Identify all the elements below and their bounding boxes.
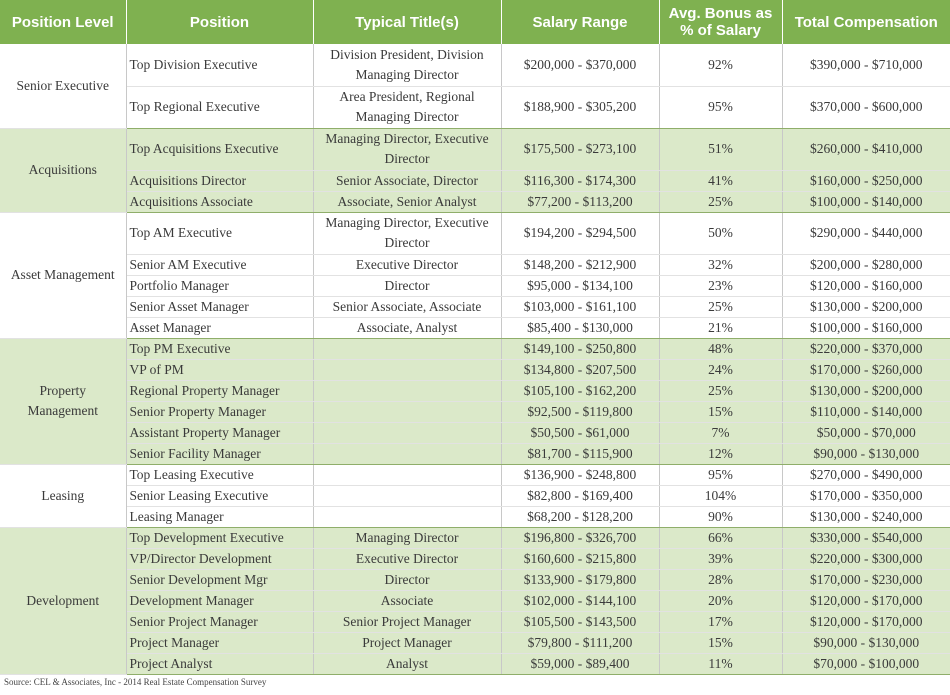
avg-bonus-cell: 20% — [659, 590, 782, 611]
salary-range-cell: $136,900 - $248,800 — [501, 464, 659, 485]
salary-range-cell: $92,500 - $119,800 — [501, 401, 659, 422]
avg-bonus-cell: 32% — [659, 254, 782, 275]
position-level-property-management: Property Management — [0, 338, 126, 464]
typical-titles-cell — [313, 506, 501, 527]
total-compensation-cell: $220,000 - $300,000 — [782, 548, 950, 569]
table-row — [0, 464, 950, 485]
avg-bonus-cell: 95% — [659, 86, 782, 128]
table-row — [0, 128, 950, 170]
avg-bonus-cell: 7% — [659, 422, 782, 443]
table-row — [0, 191, 950, 212]
avg-bonus-cell: 39% — [659, 548, 782, 569]
position-level-acquisitions: Acquisitions — [0, 128, 126, 212]
typical-titles-cell — [313, 359, 501, 380]
typical-titles-cell: Area President, Regional Managing Director — [313, 86, 501, 128]
total-compensation-cell: $120,000 - $170,000 — [782, 590, 950, 611]
typical-titles-cell: Director — [313, 569, 501, 590]
header-avg-bonus: Avg. Bonus as % of Salary — [659, 0, 782, 44]
salary-range-cell: $116,300 - $174,300 — [501, 170, 659, 191]
total-compensation-cell: $120,000 - $160,000 — [782, 275, 950, 296]
salary-range-cell: $133,900 - $179,800 — [501, 569, 659, 590]
position-cell: Top PM Executive — [126, 338, 313, 359]
table-row — [0, 338, 950, 359]
total-compensation-cell: $50,000 - $70,000 — [782, 422, 950, 443]
table-row — [0, 86, 950, 128]
table-row — [0, 380, 950, 401]
avg-bonus-cell: 25% — [659, 296, 782, 317]
table-row — [0, 44, 950, 86]
table-row — [0, 548, 950, 569]
avg-bonus-cell: 15% — [659, 401, 782, 422]
avg-bonus-cell: 25% — [659, 191, 782, 212]
total-compensation-cell: $100,000 - $140,000 — [782, 191, 950, 212]
position-cell: Asset Manager — [126, 317, 313, 338]
typical-titles-cell: Senior Associate, Director — [313, 170, 501, 191]
salary-range-cell: $77,200 - $113,200 — [501, 191, 659, 212]
total-compensation-cell: $170,000 - $350,000 — [782, 485, 950, 506]
typical-titles-cell — [313, 464, 501, 485]
header-typical-titles: Typical Title(s) — [313, 0, 501, 44]
total-compensation-cell: $170,000 - $260,000 — [782, 359, 950, 380]
salary-range-cell: $68,200 - $128,200 — [501, 506, 659, 527]
total-compensation-cell: $130,000 - $200,000 — [782, 296, 950, 317]
position-cell: Development Manager — [126, 590, 313, 611]
salary-range-cell: $194,200 - $294,500 — [501, 212, 659, 254]
position-cell: VP of PM — [126, 359, 313, 380]
table-row — [0, 632, 950, 653]
position-cell: Portfolio Manager — [126, 275, 313, 296]
total-compensation-cell: $110,000 - $140,000 — [782, 401, 950, 422]
typical-titles-cell: Managing Director, Executive Director — [313, 128, 501, 170]
table-row — [0, 611, 950, 632]
avg-bonus-cell: 51% — [659, 128, 782, 170]
avg-bonus-cell: 28% — [659, 569, 782, 590]
avg-bonus-cell: 41% — [659, 170, 782, 191]
position-cell: Senior Facility Manager — [126, 443, 313, 464]
avg-bonus-cell: 66% — [659, 527, 782, 548]
typical-titles-cell: Executive Director — [313, 548, 501, 569]
total-compensation-cell: $130,000 - $240,000 — [782, 506, 950, 527]
avg-bonus-cell: 12% — [659, 443, 782, 464]
position-level-asset-management: Asset Management — [0, 212, 126, 338]
typical-titles-cell: Senior Associate, Associate — [313, 296, 501, 317]
salary-range-cell: $95,000 - $134,100 — [501, 275, 659, 296]
typical-titles-cell: Associate, Senior Analyst — [313, 191, 501, 212]
typical-titles-cell: Managing Director, Executive Director — [313, 212, 501, 254]
typical-titles-cell: Managing Director — [313, 527, 501, 548]
position-cell: Top Development Executive — [126, 527, 313, 548]
total-compensation-cell: $170,000 - $230,000 — [782, 569, 950, 590]
typical-titles-cell: Analyst — [313, 653, 501, 674]
table-header — [0, 0, 950, 44]
position-cell: Senior Property Manager — [126, 401, 313, 422]
salary-range-cell: $79,800 - $111,200 — [501, 632, 659, 653]
position-cell: Senior Development Mgr — [126, 569, 313, 590]
salary-range-cell: $134,800 - $207,500 — [501, 359, 659, 380]
position-cell: Top Acquisitions Executive — [126, 128, 313, 170]
position-level-senior-executive: Senior Executive — [0, 44, 126, 128]
table-row — [0, 443, 950, 464]
typical-titles-cell: Director — [313, 275, 501, 296]
position-cell: Senior Project Manager — [126, 611, 313, 632]
typical-titles-cell — [313, 338, 501, 359]
salary-range-cell: $188,900 - $305,200 — [501, 86, 659, 128]
table-row — [0, 527, 950, 548]
typical-titles-cell: Associate, Analyst — [313, 317, 501, 338]
typical-titles-cell: Senior Project Manager — [313, 611, 501, 632]
typical-titles-cell — [313, 422, 501, 443]
avg-bonus-cell: 48% — [659, 338, 782, 359]
total-compensation-cell: $290,000 - $440,000 — [782, 212, 950, 254]
position-level-leasing: Leasing — [0, 464, 126, 527]
position-cell: Regional Property Manager — [126, 380, 313, 401]
position-cell: Acquisitions Director — [126, 170, 313, 191]
avg-bonus-cell: 11% — [659, 653, 782, 674]
table-row — [0, 401, 950, 422]
header-position-level: Position Level — [0, 0, 126, 44]
salary-range-cell: $149,100 - $250,800 — [501, 338, 659, 359]
position-cell: Senior AM Executive — [126, 254, 313, 275]
position-cell: Assistant Property Manager — [126, 422, 313, 443]
salary-range-cell: $82,800 - $169,400 — [501, 485, 659, 506]
table-row — [0, 359, 950, 380]
header-salary-range: Salary Range — [501, 0, 659, 44]
total-compensation-cell: $120,000 - $170,000 — [782, 611, 950, 632]
table-row — [0, 275, 950, 296]
avg-bonus-cell: 17% — [659, 611, 782, 632]
total-compensation-cell: $390,000 - $710,000 — [782, 44, 950, 86]
position-cell: Top Division Executive — [126, 44, 313, 86]
avg-bonus-cell: 15% — [659, 632, 782, 653]
position-cell: Senior Leasing Executive — [126, 485, 313, 506]
typical-titles-cell: Executive Director — [313, 254, 501, 275]
position-cell: Top Regional Executive — [126, 86, 313, 128]
avg-bonus-cell: 104% — [659, 485, 782, 506]
table-row — [0, 317, 950, 338]
position-cell: Leasing Manager — [126, 506, 313, 527]
position-cell: Top AM Executive — [126, 212, 313, 254]
salary-range-cell: $81,700 - $115,900 — [501, 443, 659, 464]
avg-bonus-cell: 95% — [659, 464, 782, 485]
total-compensation-cell: $90,000 - $130,000 — [782, 632, 950, 653]
total-compensation-cell: $90,000 - $130,000 — [782, 443, 950, 464]
salary-range-cell: $105,100 - $162,200 — [501, 380, 659, 401]
typical-titles-cell — [313, 380, 501, 401]
table-row — [0, 506, 950, 527]
table-row — [0, 590, 950, 611]
typical-titles-cell: Associate — [313, 590, 501, 611]
header-total-compensation: Total Compensation — [782, 0, 950, 44]
salary-range-cell: $105,500 - $143,500 — [501, 611, 659, 632]
position-cell: Project Analyst — [126, 653, 313, 674]
table-row — [0, 170, 950, 191]
table-body — [0, 44, 950, 674]
avg-bonus-cell: 24% — [659, 359, 782, 380]
typical-titles-cell — [313, 485, 501, 506]
salary-range-cell: $103,000 - $161,100 — [501, 296, 659, 317]
total-compensation-cell: $200,000 - $280,000 — [782, 254, 950, 275]
position-cell: Acquisitions Associate — [126, 191, 313, 212]
table-row — [0, 254, 950, 275]
avg-bonus-cell: 90% — [659, 506, 782, 527]
typical-titles-cell: Division President, Division Managing Director — [313, 44, 501, 86]
salary-range-cell: $200,000 - $370,000 — [501, 44, 659, 86]
salary-range-cell: $59,000 - $89,400 — [501, 653, 659, 674]
salary-range-cell: $160,600 - $215,800 — [501, 548, 659, 569]
total-compensation-cell: $70,000 - $100,000 — [782, 653, 950, 674]
salary-range-cell: $102,000 - $144,100 — [501, 590, 659, 611]
position-cell: VP/Director Development — [126, 548, 313, 569]
header-position: Position — [126, 0, 313, 44]
total-compensation-cell: $260,000 - $410,000 — [782, 128, 950, 170]
table-row — [0, 212, 950, 254]
avg-bonus-cell: 25% — [659, 380, 782, 401]
table-row — [0, 653, 950, 674]
source-note: Source: CEL & Associates, Inc - 2014 Real Estate Compensation Survey — [4, 677, 267, 687]
total-compensation-cell: $160,000 - $250,000 — [782, 170, 950, 191]
typical-titles-cell — [313, 401, 501, 422]
typical-titles-cell: Project Manager — [313, 632, 501, 653]
table-row — [0, 296, 950, 317]
avg-bonus-cell: 23% — [659, 275, 782, 296]
avg-bonus-cell: 21% — [659, 317, 782, 338]
salary-range-cell: $196,800 - $326,700 — [501, 527, 659, 548]
table-row — [0, 569, 950, 590]
total-compensation-cell: $270,000 - $490,000 — [782, 464, 950, 485]
total-compensation-cell: $370,000 - $600,000 — [782, 86, 950, 128]
position-level-development: Development — [0, 527, 126, 674]
salary-range-cell: $175,500 - $273,100 — [501, 128, 659, 170]
salary-range-cell: $50,500 - $61,000 — [501, 422, 659, 443]
avg-bonus-cell: 92% — [659, 44, 782, 86]
salary-range-cell: $85,400 - $130,000 — [501, 317, 659, 338]
position-cell: Top Leasing Executive — [126, 464, 313, 485]
total-compensation-cell: $100,000 - $160,000 — [782, 317, 950, 338]
salary-range-cell: $148,200 - $212,900 — [501, 254, 659, 275]
table-row — [0, 485, 950, 506]
total-compensation-cell: $130,000 - $200,000 — [782, 380, 950, 401]
typical-titles-cell — [313, 443, 501, 464]
avg-bonus-cell: 50% — [659, 212, 782, 254]
position-cell: Project Manager — [126, 632, 313, 653]
total-compensation-cell: $220,000 - $370,000 — [782, 338, 950, 359]
position-cell: Senior Asset Manager — [126, 296, 313, 317]
total-compensation-cell: $330,000 - $540,000 — [782, 527, 950, 548]
table-row — [0, 422, 950, 443]
